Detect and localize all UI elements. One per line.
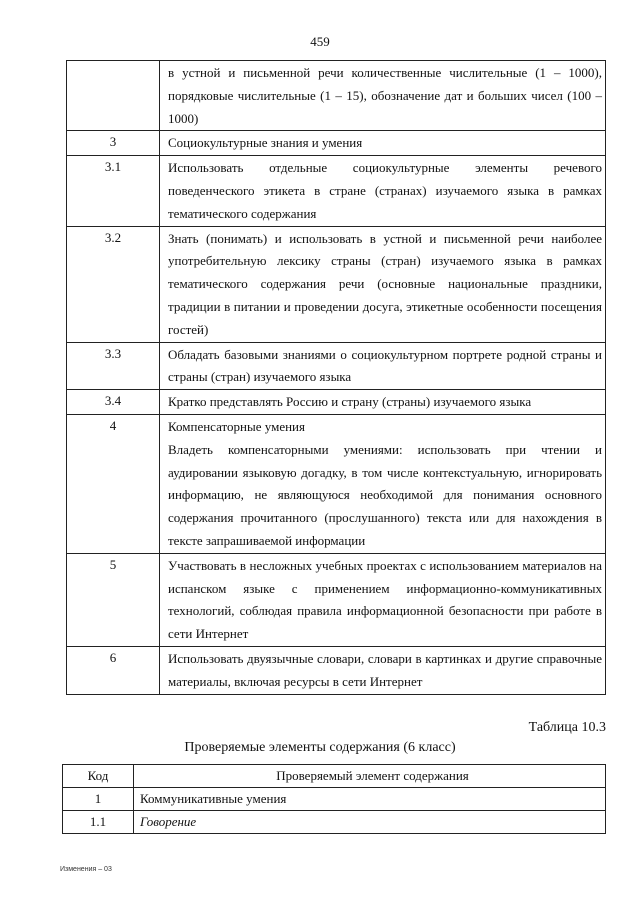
row-content: Использовать двуязычные словари, словари в картинках и другие справочные материалы, включая ресурсы в сети Интернет — [160, 646, 606, 694]
content-elements-table — [62, 764, 606, 834]
row-content: Коммуникативные умения — [134, 788, 606, 811]
table-header-row — [63, 765, 606, 788]
row-content: Участвовать в несложных учебных проектах с использованием материалов на испанском языке с применением информационно-коммуникативных технологий, соблюдая правила информационной безопасности при работе в сети Интернет — [160, 553, 606, 646]
row-content: Кратко представлять Россию и страну (страны) изучаемого языка — [160, 390, 606, 415]
row-code: 1.1 — [63, 811, 134, 834]
table-row — [67, 553, 606, 646]
row-content: Знать (понимать) и использовать в устной и письменной речи наиболее употребительную лексику страны (стран) изучаемого языка в рамках тематического содержания речи (основные национальные праздники, традиции в питании и проведении досуга, этикетные особенности посещения гостей) — [160, 226, 606, 342]
table-row — [67, 131, 606, 156]
row-code: 3 — [67, 131, 160, 156]
row-code: 3.2 — [67, 226, 160, 342]
row-code: 5 — [67, 553, 160, 646]
table-row — [67, 61, 606, 131]
table-row — [67, 342, 606, 390]
table-row — [67, 414, 606, 553]
table-row — [67, 390, 606, 415]
row-content: Социокультурные знания и умения — [160, 131, 606, 156]
table-row — [67, 156, 606, 226]
row-code: 6 — [67, 646, 160, 694]
table-row — [63, 811, 606, 834]
row-content: Обладать базовыми знаниями о социокультурном портрете родной страны и страны (стран) изучаемого языка — [160, 342, 606, 390]
row-content — [160, 414, 606, 553]
row-code: 3.3 — [67, 342, 160, 390]
table-caption: Таблица 10.3 — [528, 720, 606, 735]
table-row — [63, 788, 606, 811]
row-code — [67, 61, 160, 131]
requirements-table — [66, 60, 606, 695]
page-number: 459 — [310, 34, 330, 49]
footer-note: Изменения – 03 — [60, 866, 112, 873]
header-code: Код — [63, 765, 134, 788]
table-subtitle: Проверяемые элементы содержания (6 класс) — [184, 740, 456, 755]
row-code: 3.1 — [67, 156, 160, 226]
row-code: 3.4 — [67, 390, 160, 415]
header-element: Проверяемый элемент содержания — [134, 765, 606, 788]
row-content: в устной и письменной речи количественные числительные (1 – 1000), порядковые числительные (1 – 15), обозначение дат и больших чисел (100 – 1000) — [160, 61, 606, 131]
row-code: 1 — [63, 788, 134, 811]
row-title: Компенсаторные умения — [168, 418, 305, 434]
row-content: Использовать отдельные социокультурные элементы речевого поведенческого этикета в стране (странах) изучаемого языка в рамках тематического содержания — [160, 156, 606, 226]
row-text: Владеть компенсаторными умениями: использовать при чтении и аудировании языковую догадку, в том числе контекстуальную, игнорировать информацию, не являющуюся необходимой для понимания основного содержания прочитанного (прослушанного) текста или для нахождения в тексте запрашиваемой информации — [168, 441, 602, 548]
row-content: Говорение — [134, 811, 606, 834]
table-row — [67, 226, 606, 342]
row-code: 4 — [67, 414, 160, 553]
table-row — [67, 646, 606, 694]
